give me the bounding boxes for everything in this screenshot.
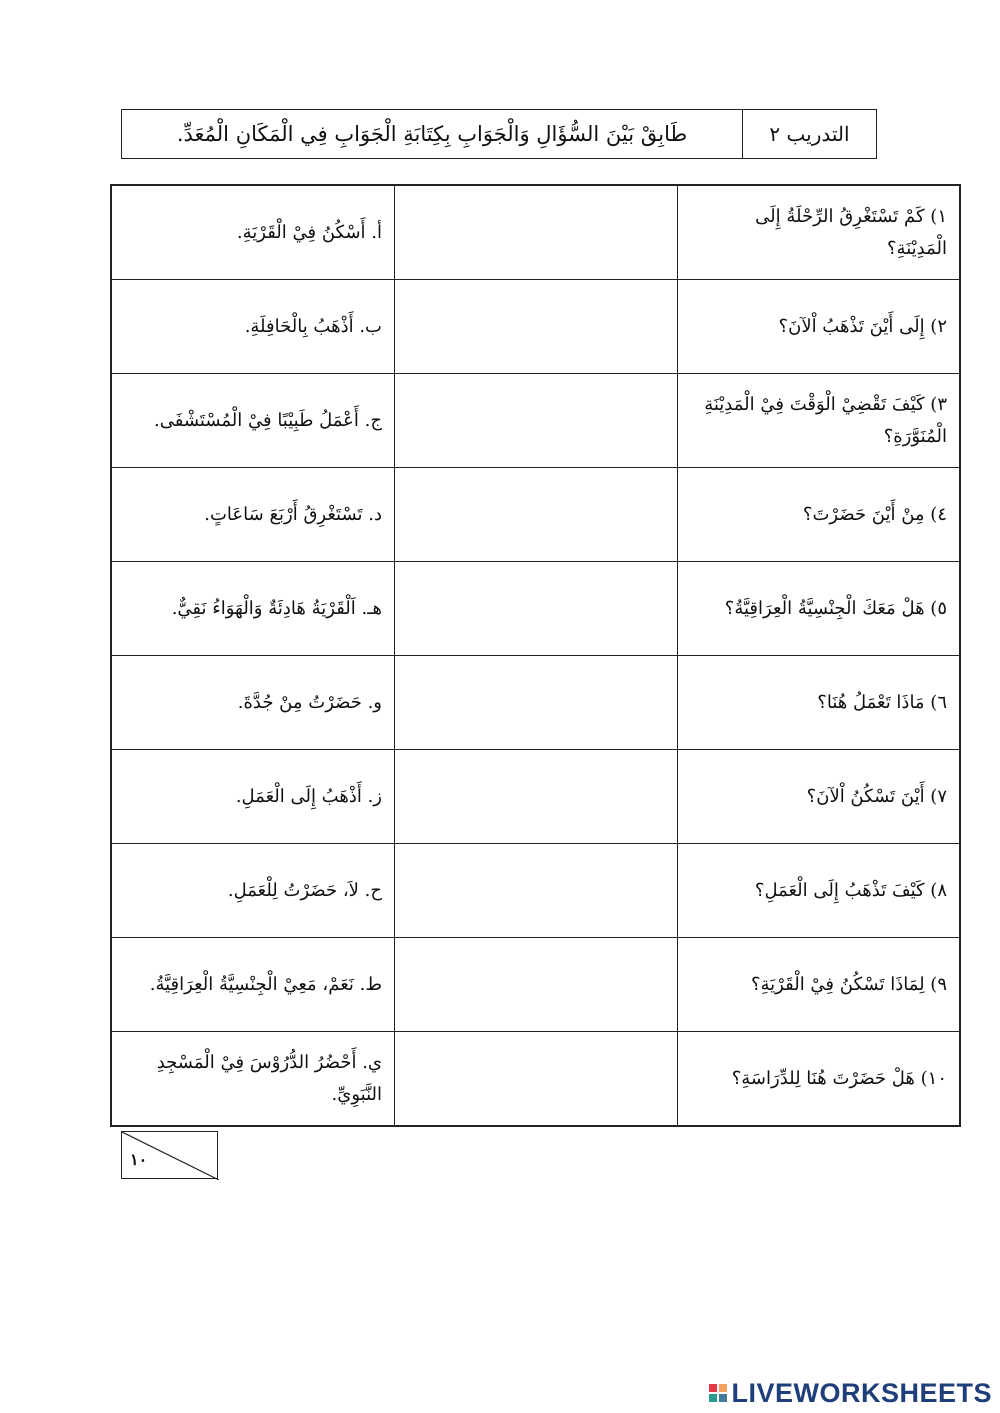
answer-option: ج. أَعْمَلُ طَبِيْبًا فِيْ الْمُسْتَشْفَى. bbox=[111, 374, 395, 468]
question-cell: ٩) لِمَاذَا تَسْكُنُ فِيْ الْقَرْيَةِ؟ bbox=[678, 938, 961, 1032]
question-cell: ٦) مَاذَا تَعْمَلُ هُنَا؟ bbox=[678, 656, 961, 750]
table-row bbox=[111, 844, 960, 938]
answer-option: ح. لاَ، حَضَرْتُ لِلْعَمَلِ. bbox=[111, 844, 395, 938]
answer-option: ز. أَذْهَبُ إِلَى الْعَمَلِ. bbox=[111, 750, 395, 844]
table-row bbox=[111, 1032, 960, 1127]
question-cell: ٣) كَيْفَ تَقْضِيْ الْوَقْتَ فِيْ الْمَدِيْنَةِ الْمُنَوَّرَةِ؟ bbox=[678, 374, 961, 468]
table-row bbox=[111, 374, 960, 468]
table-row bbox=[111, 280, 960, 374]
question-cell: ١٠) هَلْ حَضَرْتَ هُنَا لِلدِّرَاسَةِ؟ bbox=[678, 1032, 961, 1127]
table-row bbox=[111, 468, 960, 562]
answer-drop-box[interactable] bbox=[395, 844, 678, 938]
matching-table bbox=[110, 184, 961, 1127]
answer-drop-box[interactable] bbox=[395, 1032, 678, 1127]
answer-drop-box[interactable] bbox=[395, 938, 678, 1032]
question-cell: ٢) إِلَى أَيْنَ تَذْهَبُ اْلآنَ؟ bbox=[678, 280, 961, 374]
logo-text: LIVEWORKSHEETS bbox=[731, 1377, 992, 1408]
answer-drop-box[interactable] bbox=[395, 562, 678, 656]
answer-drop-box[interactable] bbox=[395, 750, 678, 844]
answer-drop-box[interactable] bbox=[395, 280, 678, 374]
answer-option: ي. أَحْضُرُ الدُّرُوْسَ فِيْ الْمَسْجِدِ النَّبَوِيِّ. bbox=[111, 1032, 395, 1127]
question-cell: ٧) أَيْنَ تَسْكُنُ اْلآنَ؟ bbox=[678, 750, 961, 844]
question-cell: ٥) هَلْ مَعَكَ الْجِنْسِيَّةُ الْعِرَاقِيَّةُ؟ bbox=[678, 562, 961, 656]
logo-icon bbox=[709, 1384, 727, 1402]
answer-drop-box[interactable] bbox=[395, 374, 678, 468]
answer-option: د. تَسْتَغْرِقُ أَرْبَعَ سَاعَاتٍ. bbox=[111, 468, 395, 562]
table-row bbox=[111, 750, 960, 844]
answer-drop-box[interactable] bbox=[395, 468, 678, 562]
question-cell: ١) كَمْ تَسْتَغْرِقُ الرِّحْلَةُ إِلَى الْمَدِيْنَةِ؟ bbox=[678, 185, 961, 280]
liveworksheets-logo bbox=[709, 1375, 992, 1411]
answer-option: ب. أَذْهَبُ بِالْحَافِلَةِ. bbox=[111, 280, 395, 374]
question-cell: ٨) كَيْفَ تَذْهَبُ إِلَى الْعَمَلِ؟ bbox=[678, 844, 961, 938]
answer-option: ط. نَعَمْ، مَعِيْ الْجِنْسِيَّةُ الْعِرَاقِيَّةُ. bbox=[111, 938, 395, 1032]
exercise-instruction: طَابِقْ بَيْنَ السُّؤَالِ وَالْجَوَابِ بِكِتَابَةِ الْجَوَابِ فِي الْمَكَانِ الْمُعَدِّ. bbox=[176, 122, 688, 146]
answer-option: و. حَضَرْتُ مِنْ جُدَّةَ. bbox=[111, 656, 395, 750]
exercise-header bbox=[121, 109, 877, 159]
table-row bbox=[111, 562, 960, 656]
answer-drop-box[interactable] bbox=[395, 656, 678, 750]
answer-option: هـ. اَلْقَرْيَةُ هَادِئَةٌ وَالْهَوَاءُ نَقِيٌّ. bbox=[111, 562, 395, 656]
table-row bbox=[111, 938, 960, 1032]
answer-option: أ. أَسْكُنُ فِيْ الْقَرْيَةِ. bbox=[111, 185, 395, 280]
question-cell: ٤) مِنْ أَيْنَ حَضَرْتَ؟ bbox=[678, 468, 961, 562]
answer-drop-box[interactable] bbox=[395, 185, 678, 280]
table-row bbox=[111, 656, 960, 750]
score-total: ١٠ bbox=[130, 1150, 148, 1169]
exercise-label: التدريب ٢ bbox=[742, 110, 876, 158]
table-row bbox=[111, 185, 960, 280]
score-box bbox=[121, 1131, 218, 1179]
